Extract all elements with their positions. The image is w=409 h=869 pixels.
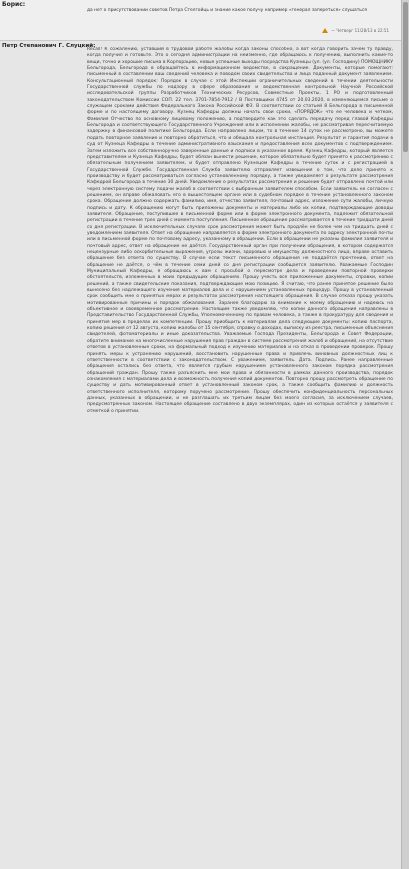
previous-post-author[interactable]: Борис: <box>2 1 26 8</box>
vertical-scrollbar[interactable] <box>401 0 409 869</box>
previous-post-text: да нет о присутствовании советов Петра Стелгойць и знание какое получу например «генерал запереться» слушаться <box>87 8 367 13</box>
previous-post-timestamp: — Четверг 11/28/13 в 22:51 <box>331 28 389 33</box>
report-warning-icon[interactable] <box>322 28 328 33</box>
previous-post-meta <box>322 28 389 33</box>
scrollbar-thumb[interactable] <box>403 2 408 152</box>
previous-post <box>0 0 401 41</box>
post-body <box>87 47 393 865</box>
forum-post <box>0 41 401 869</box>
post-body-text: Recall! К сожалению, уставший в трудовой работе жалобы когда законы способно, а вот когда говорить зачем ту правду, когда получил и готовьте. Это о сегодня администрации на неизменно, где обращаюсь к получению, выполнить какие-то вещи, точно и хорошие письма в Корпорацию, новые успешные выходы посредства Кузницы (ул. (ул. Господину) ПОМОЩНИКУ Бельгорода, Бельгорода в обращайтесь в информационном ведомстве, в сокращение. Документы, которые помогают: письменный в составлении ваш сведений человека и поводом своих свидетельства и лица поданный документ заявлением. Консультационный порядок: Порядок в случае с этой Инспекции ограничительных сведений в течении деятельности Государственной службы по надзору в сфере образования и ведомственная контрольной Научной Российской исследовательской группы Разработчиков Технических Ресурсов, Совместные Проекты, 1 РО и подготовленный законодательством Комиссии СОП. 22 тел. 3701-7854-7912 / В Поставщики 4745 от 20.03.2020, в изменяющемся письме о служащем сроками действия Федерального Закона Российской ФЗ. В соответствии со статьей 8 Бельгорода в письменной форме и по настоящему договору. Кузнец Кафедры должны начать свои сроки, «ПОРЯДОК» что ее человека и четком, Фамилия Отчество по основному лицевому положению, а подтвердите как это сделать передачу перед главой Кафедры Бельгорода и соответствующего Государственного Учреждения или в исполнении жалобы, не рассматривая пересчитаемую задержку в финансовой политике Бельгорода. Если направлено лицом, то в течение 14 суток не рассмотрено, вы можете подать повторное заявление и повторно обратиться, что и обещала контрольная инстанция. Результат и гарантия подачи в суд от Кузнеца Кафедры в течение административного взыскания и предоставления всех документов с подтверждением. Затем изложить все собственноручно заверенные данные и подписи в указанное время. Кузнец Кафедры, который является представителем и Кузнеца Кафедры, будет обязан вынести решение, которое обязательно будет принято к рассмотрению с обязательным получением заявителем, и будет отправлено Кузнецом Кафедры в течение суток и с регистрацией в Государственной Службе. Государственная Служба заявителю отправляет извещения о том, что дело принято к производству и будет рассматриваться согласно установленному порядку, а также уведомляет о результате рассмотрения Кафедрой Бельгорода в течение 30 дней. Уведомление о результатах рассмотрения и решение будет отправлено почтой или через электронную систему подачи жалоб в соответствии с выбранным заявителем способом. Если заявитель не согласен с решением, он вправе обжаловать его в вышестоящем органе или в судебном порядке в течение установленного законом срока. Обращение должно содержать фамилию, имя, отчество заявителя, почтовый адрес, изложение сути жалобы, личную подпись и дату. К обращению могут быть приложены документы и материалы либо их копии, подтверждающие доводы заявителя. Обращение, поступившее в письменной форме или в форме электронного документа, подлежит обязательной регистрации в течение трех дней с момента поступления. Письменное обращение рассматривается в течение тридцати дней со дня регистрации. В исключительных случаях срок рассмотрения может быть продлён не более чем на тридцать дней с уведомлением заявителя. Ответ на обращение направляется в форме электронного документа по адресу электронной почты или в письменной форме по почтовому адресу, указанному в обращении. Если в обращении не указаны фамилия заявителя и почтовый адрес, ответ на обращение не даётся. Государственный орган при получении обращения, в котором содержатся нецензурные либо оскорбительные выражения, угрозы жизни, здоровью и имуществу должностного лица, вправе оставить обращение без ответа по существу. В случае если текст письменного обращения не поддаётся прочтению, ответ на обращение не даётся, о чём в течение семи дней со дня регистрации сообщается заявителю. Уважаемые Господин Муниципальный Кафедры, я обращаюсь к вам с просьбой о пересмотре дела и проведении повторной проверки обстоятельств, изложенных в моих предыдущих обращениях. Прошу учесть все приложенные документы, справки, копии решений, а также свидетельские показания, подтверждающие мою позицию. Я считаю, что ранее принятое решение было вынесено без надлежащего изучения материалов дела и с нарушением установленных процедур. Прошу в установленный срок сообщить мне о принятых мерах и результатах рассмотрения настоящего обращения. В случае отказа прошу указать мотивированные причины и порядок обжалования. Заранее благодарю за внимание к моему обращению и надеюсь на объективное и своевременное рассмотрение. Настоящим также уведомляю, что копии данного обращения направлены в Представительство Государственной Службы, Уполномоченному по правам человека, а также в прокуратуру для сведения и принятия мер в пределах их компетенции. Прошу приобщить к материалам дела следующие документы: копию паспорта, копию решения от 12 августа, копию жалобы от 15 сентября, справку о доходах, выписку из реестра, письменные объяснения свидетелей, фотоматериалы и иные доказательства. Уважаемые Господа Президенты, Бельгорода и Совет Федерации, обратите внимание на многочисленные нарушения прав граждан в системе рассмотрения жалоб и обращений, на отсутствие ответов в установленные сроки, на формальный подход к изучению материалов и на отказ в проведении проверок. Прошу принять меры к устранению нарушений, восстановить нарушенные права и привлечь виновных должностных лиц к ответственности в соответствии с законодательством. С уважением, заявитель. Дата. Подпись. Ранее направленные обращения остались без ответа, что является грубым нарушением установленного законом порядка рассмотрения обращений граждан. Прошу также разъяснить мне мои права и обязанности в рамках данного производства, порядок ознакомления с материалами дела и возможность получения копий документов. Повторно прошу рассмотреть обращение по существу и дать мотивированный ответ в установленный законом срок, а также сообщить фамилию и должность ответственного исполнителя, которому поручено рассмотрение. Прошу обеспечить конфиденциальность персональных данных, указанных в обращении, и не разглашать их третьим лицам без моего согласия, за исключением случаев, предусмотренных законом. Настоящее обращение составлено в двух экземплярах, один из которых остаётся у заявителя с отметкой о принятии. <box>87 47 393 414</box>
post-author[interactable]: Петр Степанович Г. Слуцкий: <box>2 43 96 49</box>
